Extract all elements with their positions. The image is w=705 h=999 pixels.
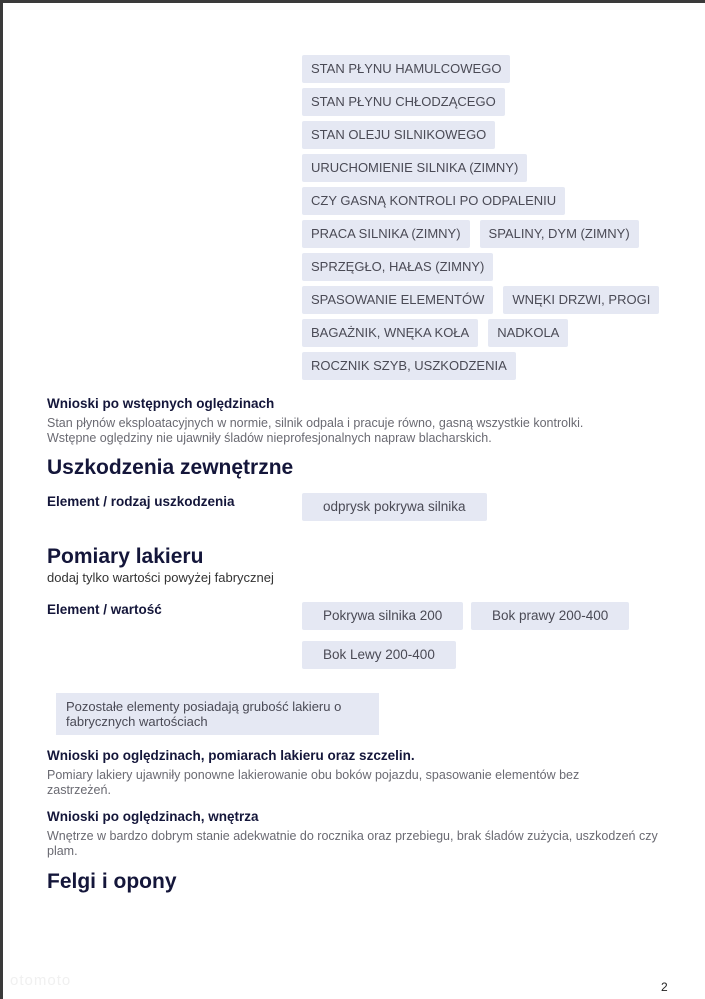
initial-conclusions-line2: Wstępne oględziny nie ujawniły śladów nieprofesjonalnych napraw blacharskich. bbox=[47, 431, 492, 445]
wheels-title: Felgi i opony bbox=[47, 870, 177, 893]
interior-conclusions-title: Wnioski po oględzinach, wnętrza bbox=[47, 809, 259, 824]
tag-row bbox=[302, 319, 662, 347]
tag: STAN PŁYNU HAMULCOWEGO bbox=[302, 55, 510, 83]
tag: SPRZĘGŁO, HAŁAS (ZIMNY) bbox=[302, 253, 493, 281]
external-damage-value: odprysk pokrywa silnika bbox=[302, 493, 487, 521]
tag-row bbox=[302, 220, 662, 248]
paint-label: Element / wartość bbox=[47, 602, 162, 617]
tag: SPASOWANIE ELEMENTÓW bbox=[302, 286, 493, 314]
paint-note: Pozostałe elementy posiadają grubość lakieru o fabrycznych wartościach bbox=[56, 693, 379, 735]
tag-row bbox=[302, 286, 662, 314]
tag-row bbox=[302, 121, 662, 149]
paint-title: Pomiary lakieru bbox=[47, 545, 204, 568]
page-border-top bbox=[0, 0, 705, 3]
external-damage-label: Element / rodzaj uszkodzenia bbox=[47, 494, 235, 509]
tag: BAGAŻNIK, WNĘKA KOŁA bbox=[302, 319, 478, 347]
checklist-tags bbox=[302, 55, 662, 385]
paint-value: Bok Lewy 200-400 bbox=[302, 641, 456, 669]
interior-conclusions-text: Wnętrze w bardzo dobrym stanie adekwatnie do rocznika oraz przebiegu, brak śladów zużycia, uszkodzeń czy plam. bbox=[47, 829, 658, 858]
tag: CZY GASNĄ KONTROLI PO ODPALENIU bbox=[302, 187, 565, 215]
tag-row bbox=[302, 253, 662, 281]
tag-row bbox=[302, 55, 662, 83]
paint-subtitle: dodaj tylko wartości powyżej fabrycznej bbox=[47, 570, 274, 585]
page-border-left bbox=[0, 0, 3, 999]
tag: ROCZNIK SZYB, USZKODZENIA bbox=[302, 352, 516, 380]
tag: WNĘKI DRZWI, PROGI bbox=[503, 286, 659, 314]
tag: STAN PŁYNU CHŁODZĄCEGO bbox=[302, 88, 505, 116]
tag: NADKOLA bbox=[488, 319, 568, 347]
tag: STAN OLEJU SILNIKOWEGO bbox=[302, 121, 495, 149]
external-damage-title: Uszkodzenia zewnętrzne bbox=[47, 456, 294, 479]
paint-conclusions-text: Pomiary lakiery ujawniły ponowne lakierowanie obu boków pojazdu, spasowanie elementów bez zastrzeżeń. bbox=[47, 768, 580, 797]
tag-row bbox=[302, 352, 662, 380]
tag-row bbox=[302, 88, 662, 116]
tag: PRACA SILNIKA (ZIMNY) bbox=[302, 220, 470, 248]
initial-conclusions-line1: Stan płynów eksploatacyjnych w normie, silnik odpala i pracuje równo, gasną wszystkie kontrolki. bbox=[47, 416, 584, 430]
tag: URUCHOMIENIE SILNIKA (ZIMNY) bbox=[302, 154, 527, 182]
tag-row bbox=[302, 187, 662, 215]
paint-value: Pokrywa silnika 200 bbox=[302, 602, 463, 630]
paint-conclusions-title: Wnioski po oględzinach, pomiarach lakieru oraz szczelin. bbox=[47, 748, 415, 763]
tag: SPALINY, DYM (ZIMNY) bbox=[480, 220, 639, 248]
paint-value: Bok prawy 200-400 bbox=[471, 602, 629, 630]
page-number: 2 bbox=[661, 980, 668, 994]
tag-row bbox=[302, 154, 662, 182]
watermark: otomoto bbox=[10, 972, 72, 989]
initial-conclusions-title: Wnioski po wstępnych oględzinach bbox=[47, 396, 275, 411]
